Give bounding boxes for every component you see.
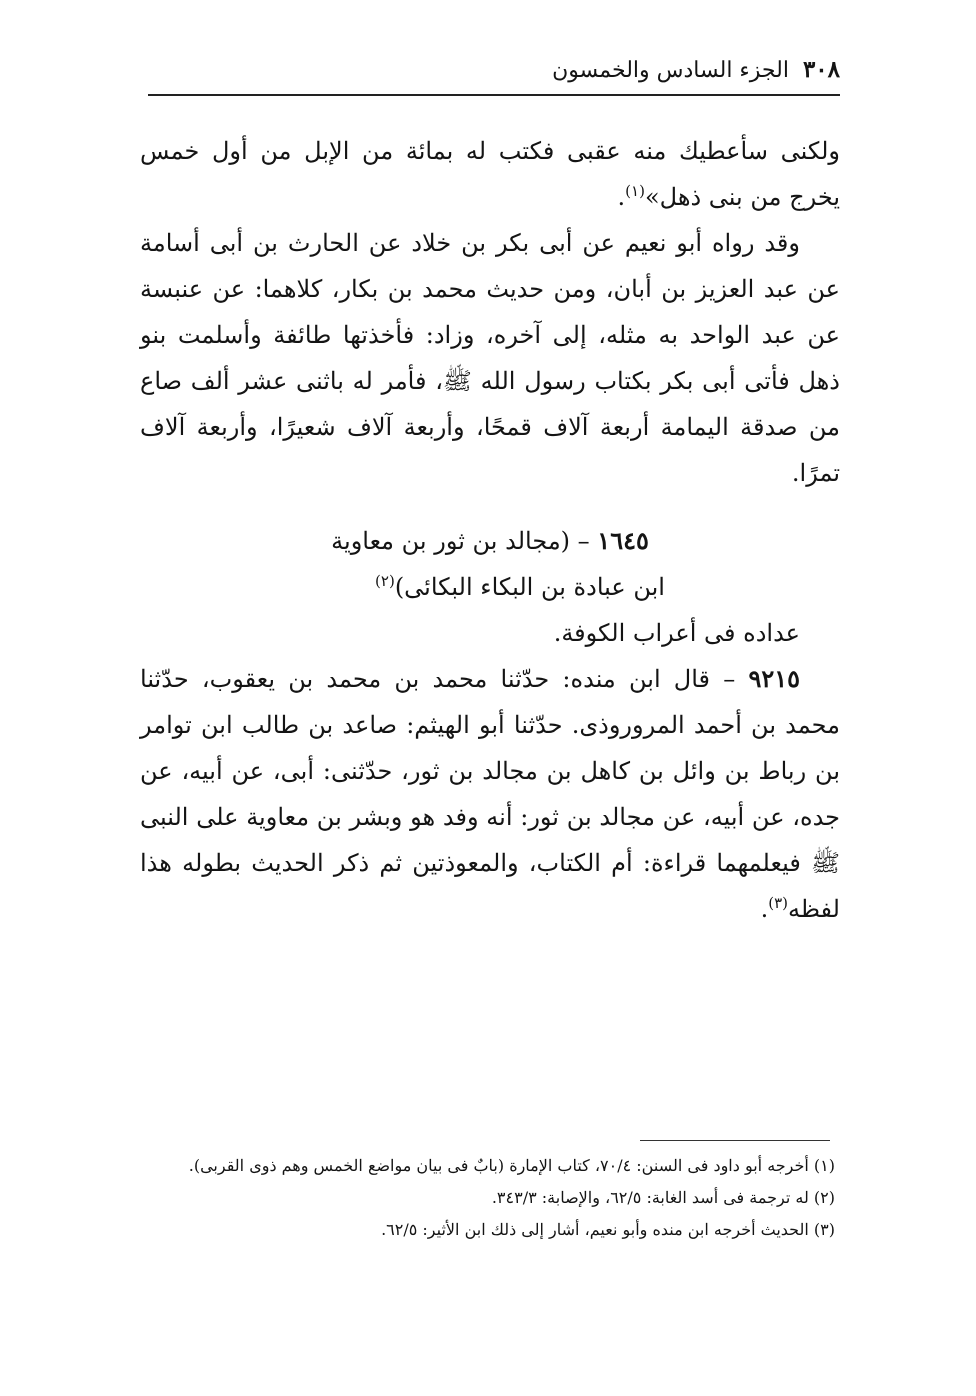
page-number: ٣٠٨ [802,56,840,83]
header-rule [148,94,840,96]
entry-heading [140,518,840,564]
footnote-3: (٣) الحديث أخرجه ابن منده وأبو نعيم، أشار إلى ذلك ابن الأثير: ٦٢/٥. [381,1220,835,1239]
report-number: ٩٢١٥ [748,664,800,693]
footnote-1: (١) أخرجه أبو داود فى السنن: ٧٠/٤، كتاب الإمارة (بابٌ فى بيان مواضع الخمس وهم ذوى القربى). [188,1156,835,1175]
footnote-2: (٢) له ترجمة فى أسد الغابة: ٦٢/٥، والإصابة: ٣٤٣/٣. [491,1188,835,1207]
footnote-ref-2: (٢) [375,572,395,590]
entry-title-2: ابن عبادة بن البكاء البكائى) [394,573,665,601]
footnotes [145,1150,835,1246]
main-text [140,128,840,932]
paragraph-1-text: ولكنى سأعطيك منه عقبى فكتب له بمائة من الإبل من أول خمس يخرج من بنى ذهل» [140,137,840,211]
paragraph-1 [140,128,840,220]
report-text: – قال ابن منده: حدّثنا محمد بن محمد بن يعقوب، حدّثنا محمد بن أحمد المروروذى. حدّثنا أبو الهيثم: صاعد بن طالب ابن توامر بن رباط بن وائل بن كاهل بن مجالد بن ثور، حدّثنى: أبى، عن أبيه، عن جده، عن أبيه، عن مجالد بن ثور: أنه وفد هو وبشر بن معاوية على النبى ﷺ فيعلمهما قراءة: أم الكتاب، والمعوذتين ثم ذكر الحديث بطوله هذا لفظه [140,665,840,923]
entry-title-continued [140,564,840,610]
paragraph-2: وقد رواه أبو نعيم عن أبى بكر بن خلاد عن الحارث بن أبى أسامة عن عبد العزيز بن أبان، ومن حديث محمد بن بكار، كلاهما: عن عنبسة عن عبد الواحد به مثله، إلى آخره، وزاد: فأخذتها طائفة وأسلمت بنو ذهل فأتى أبى بكر بكتاب رسول الله ﷺ، فأمر له باثنى عشر ألف صاع من صدقة اليمامة أربعة آلاف قمحًا، وأربعة آلاف شعيرًا، وأربعة آلاف تمرًا. [140,229,840,487]
entry-number: ١٦٤٥ [597,526,649,555]
entry-title: – (مجالد بن ثور بن معاوية [331,527,598,555]
paragraph-1-end: . [617,183,626,211]
report-paragraph [140,656,840,932]
report-end: . [760,895,769,923]
footnote-ref-1: (١) [625,182,645,200]
entry-note: عداده فى أعراب الكوفة. [553,619,800,647]
footnote-ref-3: (٣) [768,894,788,912]
part-title: الجزء السادس والخمسون [552,58,789,83]
running-header [148,56,840,92]
footnote-rule [640,1140,830,1141]
